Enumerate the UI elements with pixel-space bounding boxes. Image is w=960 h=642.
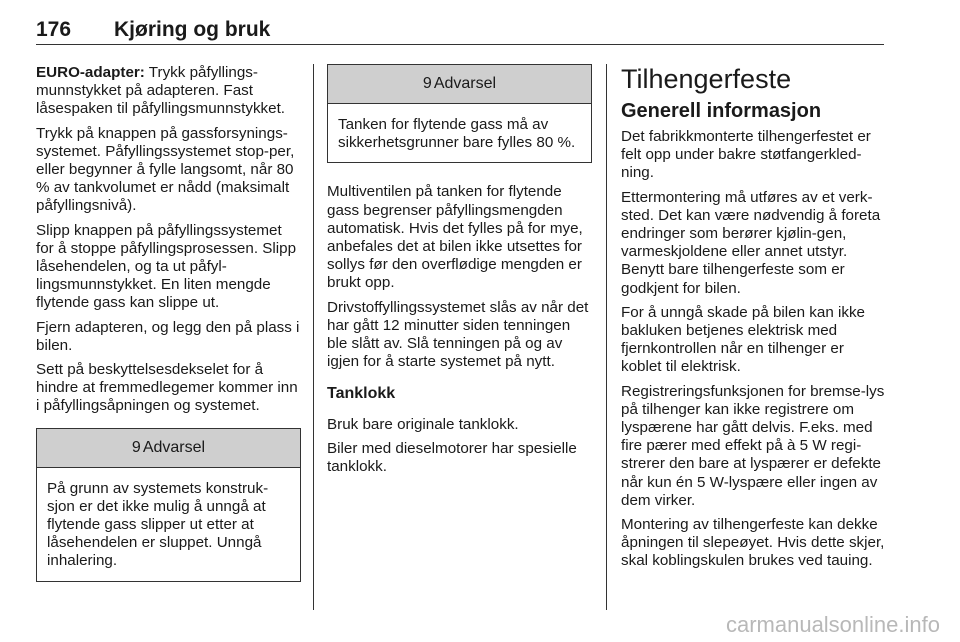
column-divider bbox=[313, 64, 314, 610]
column-3 bbox=[621, 64, 887, 577]
paragraph-text: Trykk påfyllings-munnstykket på adapteren. Fast låsespaken til påfyllingsmunnstykket. bbox=[36, 64, 286, 118]
warning-icon: 9 bbox=[422, 74, 432, 92]
watermark: carmanualsonline.info bbox=[725, 612, 940, 637]
column-1 bbox=[36, 64, 301, 582]
warning-icon: 9 bbox=[131, 438, 141, 456]
paragraph: Ettermontering må utføres av et verk-sted. Det kan være nødvendig å foreta endringer som berører kjølin-gen, varmeskjoldene eller annet utstyr. Benytt bare tilhengerfeste som er godkjent for bilen. bbox=[621, 188, 881, 297]
warning-title: Advarsel bbox=[142, 438, 206, 456]
warning-box bbox=[36, 428, 301, 582]
warning-text: Tanken for flytende gass må av sikkerhetsgrunner bare fylles 80 %. bbox=[338, 116, 576, 152]
paragraph: Drivstoffyllingssystemet slås av når det har gått 12 minutter siden tenningen ble slått av. Slå tenningen på og av igjen for å starte systemet på nytt. bbox=[327, 298, 589, 371]
paragraph: Biler med dieselmotorer har spesielle tanklokk. bbox=[327, 439, 577, 476]
paragraph: Registreringsfunksjonen for bremse-lys på tilhenger kan ikke registrere om lyspærene har gått delvis. F.eks. med fire pærer med effekt på à 5 W regi-strerer den bare at lyspærer er defekte når kun én 5 W-lyspære eller ingen av dem virker. bbox=[621, 382, 885, 509]
chapter-title: Kjøring og bruk bbox=[114, 18, 271, 41]
paragraph bbox=[36, 64, 301, 119]
paragraph: For å unngå skade på bilen kan ikke bakluken betjenes elektrisk med fjernkontrollen når en tilhenger er koblet til elektrisk. bbox=[621, 303, 866, 376]
paragraph: Trykk på knappen på gassforsynings-systemet. Påfyllingssystemet stop-per, eller begynner å fylle langsomt, når 80 % av tankvolumet er nådd (maksimalt påfyllingsnivå). bbox=[36, 124, 295, 215]
warning-text: På grunn av systemets konstruk-sjon er det ikke mulig å unngå at flytende gass slipper ut etter at låsehendelen er sluppet. Unngå inhalering. bbox=[47, 479, 269, 570]
column-divider bbox=[606, 64, 607, 610]
section-title: Tilhengerfeste bbox=[621, 64, 792, 94]
paragraph: Fjern adapteren, og legg den på plass i bilen. bbox=[36, 318, 300, 354]
paragraph: Multiventilen på tanken for flytende gass begrenser påfyllingsmengden automatisk. Hvis det fylles på for mye, anbefales det at bilen ikke utsettes for sollys før den overflødige mengden er brukt opp. bbox=[327, 183, 583, 292]
paragraph: Sett på beskyttelsesdekselet for å hindre at fremmedlegemer kommer inn i påfyllingsåpningen og systemet. bbox=[36, 361, 298, 415]
page-number: 176 bbox=[36, 18, 72, 41]
paragraph: Det fabrikkmonterte tilhengerfestet er felt opp under bakre støtfangerkled-ning. bbox=[621, 128, 871, 182]
subsection-title: Generell informasjon bbox=[621, 100, 822, 122]
warning-title: Advarsel bbox=[433, 74, 497, 92]
paragraph: Bruk bare originale tanklokk. bbox=[327, 415, 519, 433]
warning-box bbox=[327, 64, 592, 163]
euro-adapter-label: EURO-adapter: bbox=[36, 64, 145, 81]
warning-header bbox=[328, 65, 591, 104]
warning-header bbox=[37, 429, 300, 468]
paragraph: Montering av tilhengerfeste kan dekke åpningen til slepeøyet. Hvis dette skjer, skal koblingskulen brukes ved tauing. bbox=[621, 516, 885, 570]
column-2 bbox=[327, 64, 592, 482]
paragraph: Slipp knappen på påfyllingssystemet for å stoppe påfyllingsprosessen. Slipp låsehendelen, og ta ut påfyl-lingsmunnstykket. En liten mengde flytende gass kan slippe ut. bbox=[36, 221, 297, 312]
page-header bbox=[36, 8, 884, 45]
section-heading: Tanklokk bbox=[327, 385, 396, 403]
